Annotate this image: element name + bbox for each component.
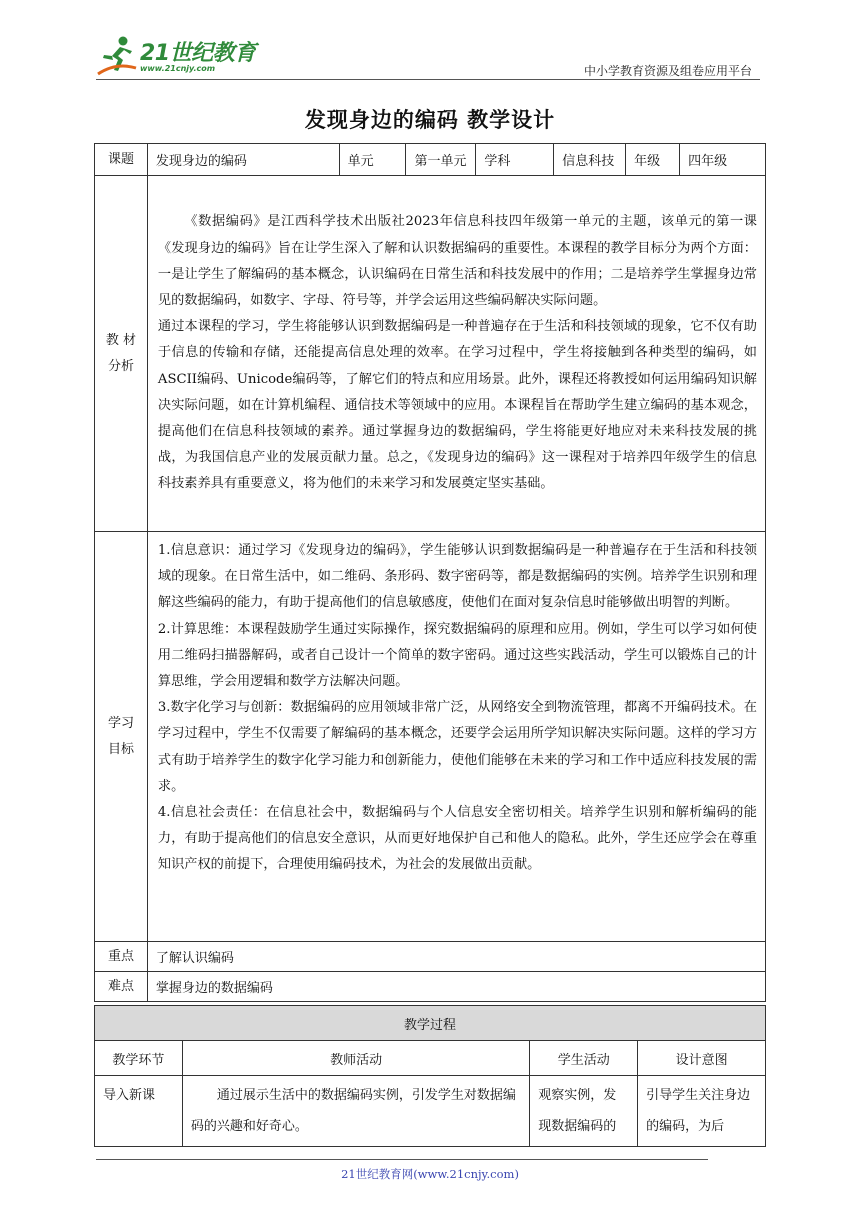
- logo-url: www.21cnjy.com: [140, 64, 216, 73]
- footer-link[interactable]: 21世纪教育网(www.21cnjy.com): [341, 1167, 519, 1181]
- student-cell: 观察实例，发现数据编码的: [530, 1076, 638, 1147]
- teacher-cell: 通过展示生活中的数据编码实例，引发学生对数据编码的兴趣和好奇心。: [182, 1076, 529, 1147]
- goal-item: 2.计算思维：本课程鼓励学生通过实际操作，探究数据编码的原理和应用。例如，学生可以学习如何使用二维码扫描器解码，或者自己设计一个简单的数字密码。通过这些实践活动，学生可以锻炼自己的计算思维，学会用逻辑和数学方法解决问题。: [157, 621, 757, 690]
- key-point-row: [95, 942, 766, 972]
- unit-label: 单元: [339, 144, 406, 176]
- platform-name: 中小学教育资源及组卷应用平台: [583, 64, 752, 78]
- material-analysis-label: 教 材 分析: [95, 176, 148, 532]
- material-analysis-row: [95, 176, 766, 532]
- goal-item: 1.信息意识：通过学习《发现身边的编码》，学生能够认识到数据编码是一种普遍存在于生活和科技领域的现象。在日常生活中，如二维码、条形码、数字密码等，都是数据编码的实例。培养学生识别和理解这些编码的能力，有助于提高他们的信息敏感度，使他们在面对复杂信息时能够做出明智的判断。: [157, 543, 757, 611]
- course-value: 发现身边的编码: [147, 144, 339, 176]
- difficulty-row: [95, 972, 766, 1002]
- process-row: [95, 1076, 766, 1147]
- runner-logo-icon: [96, 34, 138, 78]
- learning-goals-row: [95, 532, 766, 942]
- material-paragraph: 通过本课程的学习，学生将能够认识到数据编码是一种普遍存在于生活和科技领域的现象，它不仅有助于信息的传输和存储，还能提高信息处理的效率。在学习过程中，学生将接触到各种类型的编码，如ASCII编码、Unicode编码等，了解它们的特点和应用场景。此外，课程还将教授如何运用编码知识解决实际问题，如在计算机编程、通信技术等领域中的应用。本课程旨在帮助学生建立编码的基本观念，提高他们在信息科技领域的素养。通过掌握身边的数据编码，学生将能更好地应对未来科技发展的挑战，为我国信息产业的发展贡献力量。总之，《发现身边的编码》这一课程对于培养四年级学生的信息科技素养具有重要意义，将为他们的未来学习和发展奠定坚实基础。: [157, 319, 757, 492]
- header-stage: 教学环节: [95, 1041, 183, 1076]
- stage-cell: 导入新课: [95, 1076, 183, 1147]
- logo-text: 21世纪教育: [140, 41, 256, 66]
- unit-value: 第一单元: [406, 144, 476, 176]
- grade-label: 年级: [626, 144, 680, 176]
- course-label: 课题: [95, 144, 148, 176]
- subject-value: 信息科技: [554, 144, 626, 176]
- process-header-row: [95, 1041, 766, 1076]
- page-title: 发现身边的编码 教学设计: [304, 107, 556, 132]
- footer-divider: [96, 1159, 708, 1160]
- learning-goals-label: 学习 目标: [95, 532, 148, 942]
- goal-item: 3.数字化学习与创新：数据编码的应用领域非常广泛，从网络安全到物流管理，都离不开编码技术。在学习过程中，学生不仅需要了解编码的基本概念，还要学会运用所学知识解决实际问题。这样的学习方式有助于培养学生的数字化学习能力和创新能力，使他们能够在未来的学习和工作中适应科技发展的需求。: [157, 700, 757, 794]
- header-teacher: 教师活动: [182, 1041, 529, 1076]
- key-point-label: 重点: [95, 942, 148, 972]
- key-point-value: 了解认识编码: [147, 942, 765, 972]
- difficulty-label: 难点: [95, 972, 148, 1002]
- goal-item: 4.信息社会责任：在信息社会中，数据编码与个人信息安全密切相关。培养学生识别和解析编码的能力，有助于提高他们的信息安全意识，从而更好地保护自己和他人的隐私。此外，学生还应学会在尊重知识产权的前提下，合理使用编码技术，为社会的发展做出贡献。: [157, 805, 757, 873]
- subject-label: 学科: [476, 144, 554, 176]
- grade-value: 四年级: [680, 144, 766, 176]
- header-intent: 设计意图: [638, 1041, 766, 1076]
- process-title-row: [95, 1006, 766, 1041]
- material-paragraph: 《数据编码》是江西科学技术出版社2023年信息科技四年级第一单元的主题，该单元的第一课《发现身边的编码》旨在让学生深入了解和认识数据编码的重要性。本课程的教学目标分为两个方面：一是让学生了解编码的基本概念，认识编码在日常生活和科技发展中的作用；二是培养学生掌握身边常见的数据编码，如数字、字母、符号等，并学会运用这些编码解决实际问题。: [157, 214, 757, 308]
- material-analysis-text: [147, 176, 765, 532]
- process-title: 教学过程: [95, 1006, 766, 1041]
- difficulty-value: 掌握身边的数据编码: [147, 972, 765, 1002]
- header-student: 学生活动: [530, 1041, 638, 1076]
- info-row: [95, 144, 766, 176]
- intent-cell: 引导学生关注身边的编码，为后: [638, 1076, 766, 1147]
- learning-goals-text: [147, 532, 765, 942]
- teaching-process-table: [94, 1005, 766, 1147]
- site-logo[interactable]: [96, 34, 296, 80]
- header-divider: [96, 79, 760, 80]
- lesson-plan-table: [94, 143, 766, 1002]
